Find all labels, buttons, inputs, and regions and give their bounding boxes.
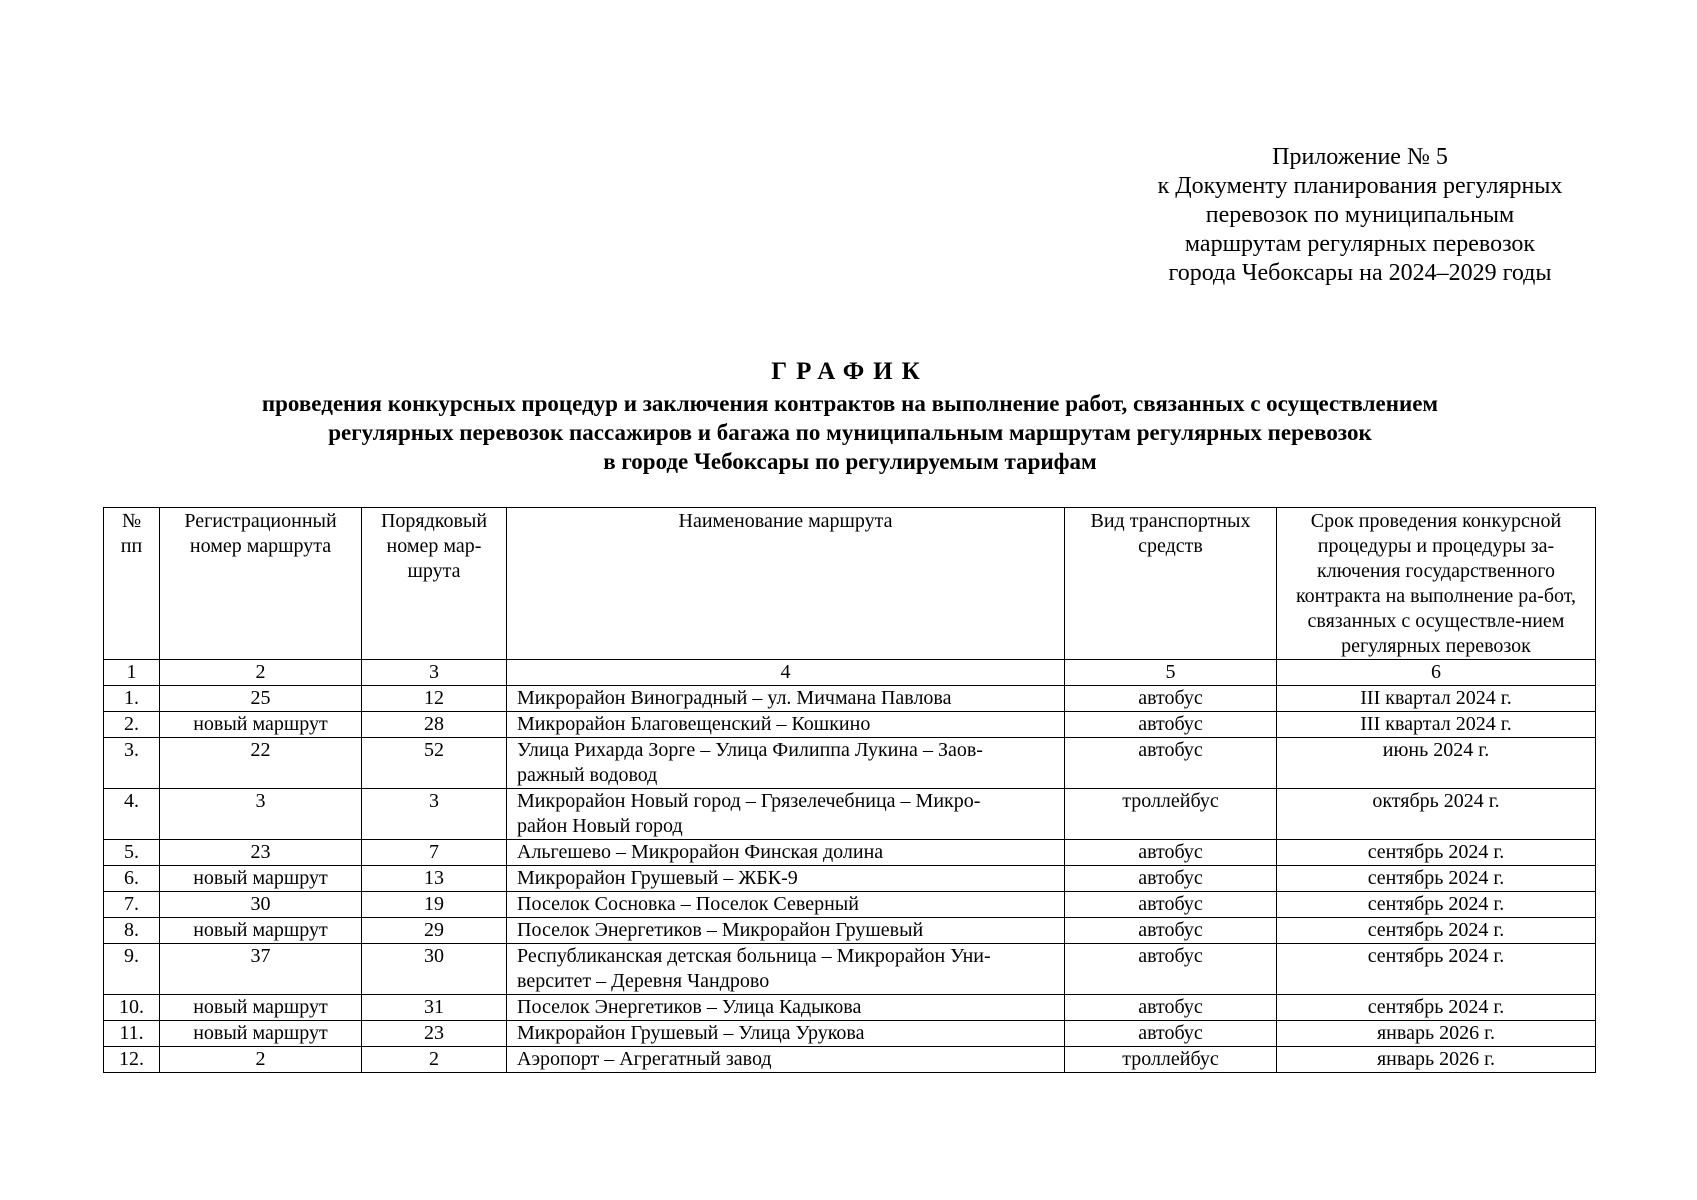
table-row <box>104 712 1596 738</box>
cell-term: III квартал 2024 г. <box>1277 712 1596 738</box>
cell-registration-number: 23 <box>160 840 362 866</box>
table-row <box>104 944 1596 995</box>
cell-route-name <box>507 840 1065 866</box>
column-number: 5 <box>1065 660 1277 686</box>
cell-route-name <box>507 866 1065 892</box>
cell-number: 3. <box>104 738 160 789</box>
appendix-reference <box>1090 143 1630 288</box>
cell-registration-number: новый маршрут <box>160 918 362 944</box>
table-row <box>104 995 1596 1021</box>
column-number: 4 <box>507 660 1065 686</box>
route-name-line: Альгешево – Микрорайон Финская долина <box>517 841 884 863</box>
route-name-line: Микрорайон Грушевый – ЖБК-9 <box>517 867 798 889</box>
table-row <box>104 738 1596 789</box>
table-row <box>104 892 1596 918</box>
appendix-line: Приложение № 5 <box>1272 144 1448 170</box>
header-route-name: Наименование маршрута <box>507 508 1065 660</box>
column-number: 3 <box>362 660 507 686</box>
cell-number: 11. <box>104 1021 160 1047</box>
route-name-line: Аэропорт – Агрегатный завод <box>517 1048 772 1070</box>
appendix-line: города Чебоксары на 2024–2029 годы <box>1168 260 1552 286</box>
cell-route-name <box>507 1047 1065 1073</box>
cell-registration-number: 22 <box>160 738 362 789</box>
schedule-table <box>103 507 1596 1073</box>
cell-vehicle-type: автобус <box>1065 840 1277 866</box>
table-row <box>104 789 1596 840</box>
route-name-line: верситет – Деревня Чандрово <box>517 970 770 992</box>
cell-term: сентябрь 2024 г. <box>1277 892 1596 918</box>
cell-registration-number: новый маршрут <box>160 866 362 892</box>
route-name-line: Поселок Энергетиков – Улица Кадыкова <box>517 996 862 1018</box>
cell-vehicle-type: автобус <box>1065 866 1277 892</box>
cell-vehicle-type: троллейбус <box>1065 1047 1277 1073</box>
document-title <box>90 357 1610 476</box>
header-vehicle-type: Вид транспортных средств <box>1065 508 1277 660</box>
cell-number: 9. <box>104 944 160 995</box>
title-subtitle-line: регулярных перевозок пассажиров и багажа по муниципальным маршрутам регулярных перевозок <box>328 420 1372 445</box>
column-number-row <box>104 660 1596 686</box>
cell-term: январь 2026 г. <box>1277 1047 1596 1073</box>
cell-vehicle-type: автобус <box>1065 944 1277 995</box>
cell-number: 10. <box>104 995 160 1021</box>
cell-order-number: 23 <box>362 1021 507 1047</box>
cell-vehicle-type: автобус <box>1065 686 1277 712</box>
cell-order-number: 12 <box>362 686 507 712</box>
cell-route-name <box>507 892 1065 918</box>
column-number: 1 <box>104 660 160 686</box>
header-registration-number: Регистрационный номер маршрута <box>160 508 362 660</box>
cell-route-name <box>507 738 1065 789</box>
table-row <box>104 840 1596 866</box>
cell-vehicle-type: автобус <box>1065 892 1277 918</box>
table-row <box>104 1021 1596 1047</box>
appendix-line: перевозок по муниципальным <box>1205 202 1515 228</box>
header-term: Срок проведения конкурсной процедуры и процедуры за-ключения государственного контракта на выполнение ра-бот, связанных с осуществле-нием регулярных перевозок <box>1277 508 1596 660</box>
cell-registration-number: новый маршрут <box>160 1021 362 1047</box>
cell-route-name <box>507 686 1065 712</box>
cell-number: 2. <box>104 712 160 738</box>
cell-registration-number: 30 <box>160 892 362 918</box>
route-name-line: Улица Рихарда Зорге – Улица Филиппа Лукина – Заов- <box>517 739 983 761</box>
cell-registration-number: 25 <box>160 686 362 712</box>
cell-vehicle-type: автобус <box>1065 738 1277 789</box>
cell-registration-number: 3 <box>160 789 362 840</box>
route-name-line: Микрорайон Виноградный – ул. Мичмана Павлова <box>517 687 952 709</box>
route-name-line: Микрорайон Новый город – Грязелечебница – Микро- <box>517 790 981 812</box>
title-heading: ГРАФИК <box>771 358 929 385</box>
title-subtitle-line: проведения конкурсных процедур и заключения контрактов на выполнение работ, связанных с осуществлением <box>261 391 1439 416</box>
cell-order-number: 13 <box>362 866 507 892</box>
cell-term: июнь 2024 г. <box>1277 738 1596 789</box>
cell-order-number: 7 <box>362 840 507 866</box>
column-number: 2 <box>160 660 362 686</box>
table-row <box>104 918 1596 944</box>
table-row <box>104 686 1596 712</box>
table-row <box>104 1047 1596 1073</box>
cell-vehicle-type: автобус <box>1065 712 1277 738</box>
cell-registration-number: 2 <box>160 1047 362 1073</box>
cell-route-name <box>507 789 1065 840</box>
cell-order-number: 2 <box>362 1047 507 1073</box>
cell-order-number: 28 <box>362 712 507 738</box>
cell-term: январь 2026 г. <box>1277 1021 1596 1047</box>
cell-number: 7. <box>104 892 160 918</box>
header-order-number: Порядковый номер мар-шрута <box>362 508 507 660</box>
cell-term: сентябрь 2024 г. <box>1277 995 1596 1021</box>
cell-vehicle-type: автобус <box>1065 918 1277 944</box>
cell-vehicle-type: автобус <box>1065 995 1277 1021</box>
cell-order-number: 19 <box>362 892 507 918</box>
cell-route-name <box>507 995 1065 1021</box>
cell-registration-number: новый маршрут <box>160 712 362 738</box>
cell-vehicle-type: троллейбус <box>1065 789 1277 840</box>
cell-term: сентябрь 2024 г. <box>1277 918 1596 944</box>
cell-number: 8. <box>104 918 160 944</box>
cell-number: 12. <box>104 1047 160 1073</box>
cell-order-number: 29 <box>362 918 507 944</box>
cell-order-number: 52 <box>362 738 507 789</box>
header-number: № пп <box>104 508 160 660</box>
cell-number: 6. <box>104 866 160 892</box>
route-name-line: Поселок Энергетиков – Микрорайон Грушевый <box>517 919 924 941</box>
appendix-line: маршрутам регулярных перевозок <box>1184 231 1536 257</box>
title-subtitle-line: в городе Чебоксары по регулируемым тарифам <box>603 449 1097 474</box>
route-name-line: ражный водовод <box>517 764 658 786</box>
cell-route-name <box>507 1021 1065 1047</box>
cell-vehicle-type: автобус <box>1065 1021 1277 1047</box>
cell-number: 5. <box>104 840 160 866</box>
cell-term: сентябрь 2024 г. <box>1277 866 1596 892</box>
cell-term: сентябрь 2024 г. <box>1277 944 1596 995</box>
appendix-line: к Документу планирования регулярных <box>1157 173 1563 199</box>
route-name-line: Микрорайон Грушевый – Улица Урукова <box>517 1022 865 1044</box>
route-name-line: Поселок Сосновка – Поселок Северный <box>517 893 859 915</box>
cell-number: 4. <box>104 789 160 840</box>
cell-registration-number: 37 <box>160 944 362 995</box>
column-number: 6 <box>1277 660 1596 686</box>
cell-term: октябрь 2024 г. <box>1277 789 1596 840</box>
cell-registration-number: новый маршрут <box>160 995 362 1021</box>
route-name-line: район Новый город <box>517 815 683 837</box>
cell-route-name <box>507 918 1065 944</box>
cell-route-name <box>507 712 1065 738</box>
table-header-row <box>104 508 1596 660</box>
cell-order-number: 30 <box>362 944 507 995</box>
cell-route-name <box>507 944 1065 995</box>
cell-term: III квартал 2024 г. <box>1277 686 1596 712</box>
cell-order-number: 31 <box>362 995 507 1021</box>
cell-term: сентябрь 2024 г. <box>1277 840 1596 866</box>
table-row <box>104 866 1596 892</box>
route-name-line: Республиканская детская больница – Микрорайон Уни- <box>517 945 991 967</box>
cell-order-number: 3 <box>362 789 507 840</box>
cell-number: 1. <box>104 686 160 712</box>
route-name-line: Микрорайон Благовещенский – Кошкино <box>517 713 871 735</box>
table-body <box>104 660 1596 1073</box>
